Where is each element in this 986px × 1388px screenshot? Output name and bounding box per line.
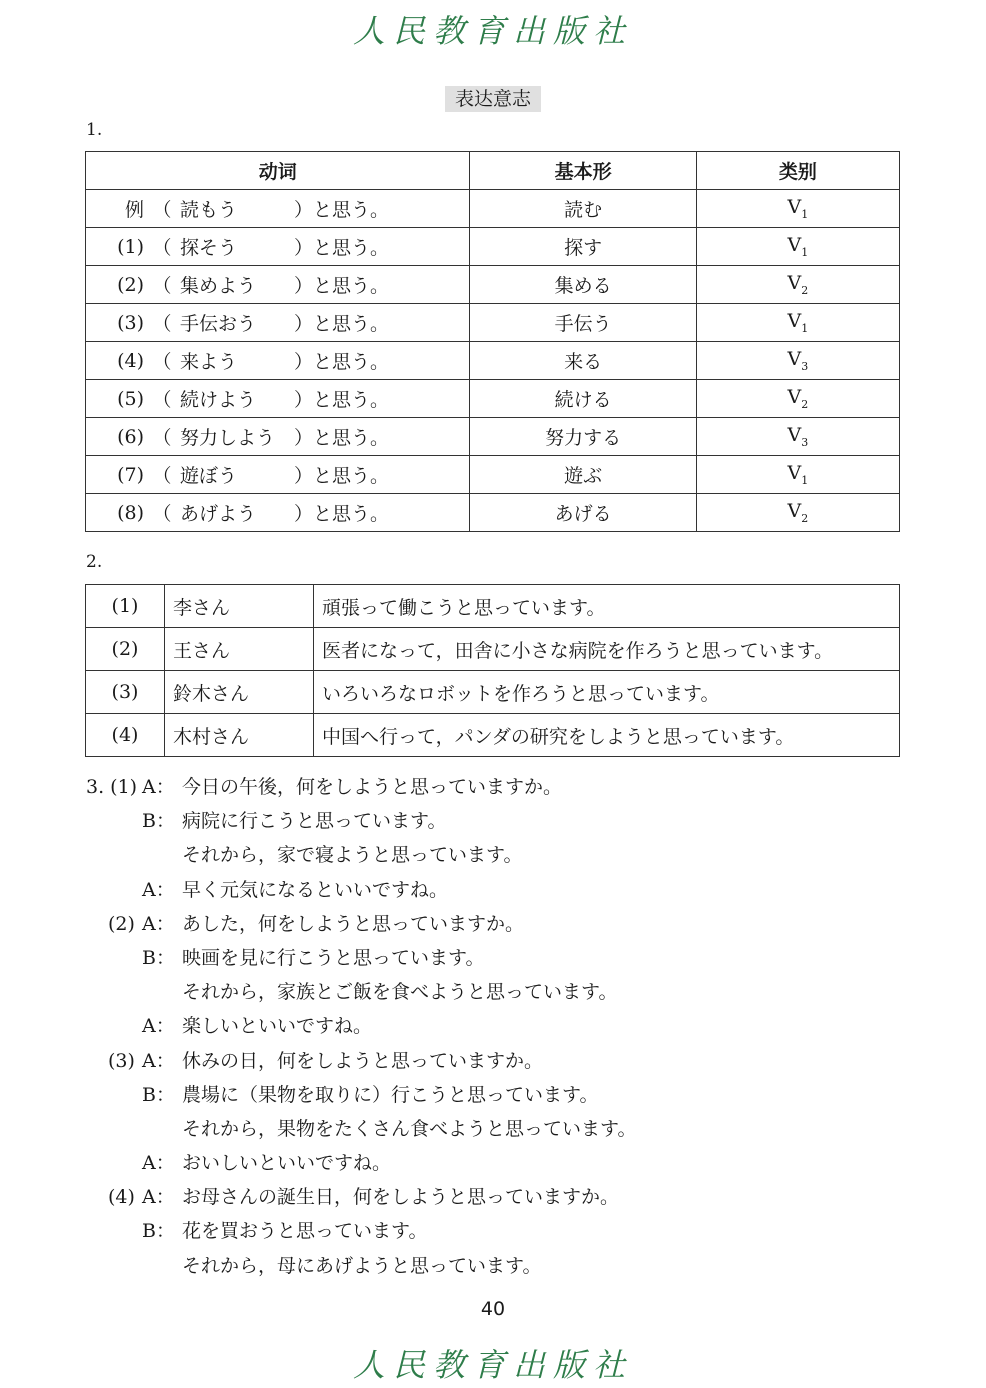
question-2-label: 2. [86, 552, 103, 572]
open-paren: （ [152, 199, 172, 221]
dialog-text: 今日の午後，何をしようと思っていますか。 [182, 776, 563, 798]
sentence-tail: ）と思う。 [294, 313, 390, 335]
person-name: 李さん [165, 585, 314, 628]
category-letter: V [787, 462, 802, 485]
category-cell [696, 494, 899, 532]
category-cell [696, 342, 899, 380]
category-subscript: 2 [801, 511, 809, 525]
dialog-text: 映画を見に行こうと思っています。 [182, 946, 485, 969]
item-number: (4) [117, 349, 144, 372]
verb-cell [86, 380, 470, 418]
category-letter: V [787, 348, 802, 371]
table-row [86, 228, 900, 266]
base-form-cell: あげる [470, 494, 696, 532]
category-cell [696, 266, 899, 304]
volitional-form: 探そう [180, 237, 238, 259]
section-title-text: 表达意志 [445, 86, 541, 112]
dialog-text: 早く元気になるといいですね。 [182, 878, 449, 901]
speaker-label: A： [142, 878, 175, 901]
category-subscript: 2 [801, 283, 809, 297]
open-paren: （ [152, 275, 172, 297]
category-cell [696, 228, 899, 266]
item-number: (3) [117, 311, 144, 334]
base-form-cell: 手伝う [470, 304, 696, 342]
section-title [0, 84, 986, 111]
category-cell [696, 456, 899, 494]
verb-cell [86, 228, 470, 266]
table-header-row [86, 152, 900, 190]
table-row [86, 190, 900, 228]
volitional-form: 集めよう [180, 275, 257, 297]
category-letter: V [787, 424, 802, 447]
table-row [86, 418, 900, 456]
dialog-text: 楽しいといいですね。 [182, 1015, 373, 1038]
item-number: (1) [117, 235, 144, 258]
item-number: (2) [86, 628, 165, 671]
volitional-form: 手伝おう [180, 313, 257, 335]
dialog-number: (2) [108, 912, 135, 935]
verb-cell [86, 494, 470, 532]
dialog-text: お母さんの誕生日，何をしようと思っていますか。 [182, 1186, 620, 1209]
base-form-cell: 探す [470, 228, 696, 266]
volitional-form: 読もう [180, 199, 238, 221]
verb-cell [86, 266, 470, 304]
dialog-number: 3. (1) [86, 776, 138, 798]
table-row [86, 585, 900, 628]
table-row [86, 304, 900, 342]
speaker-label: A： [142, 1049, 175, 1072]
sentence-tail: ）と思う。 [294, 503, 390, 525]
volitional-form: 来よう [180, 351, 238, 373]
volitional-form: 続けよう [180, 389, 257, 411]
category-letter: V [787, 310, 802, 333]
publisher-logo-footer: 人民教育出版社 [352, 1346, 633, 1384]
header-verb: 动词 [86, 152, 470, 190]
table-row [86, 342, 900, 380]
speaker-label: A： [142, 1015, 175, 1038]
category-cell [696, 418, 899, 456]
category-subscript: 3 [801, 435, 809, 449]
table-row [86, 628, 900, 671]
speaker-label: A： [142, 1152, 175, 1175]
speaker-label: B： [142, 1083, 175, 1106]
speaker-label: A： [142, 1186, 175, 1209]
dialog-number: (4) [108, 1186, 135, 1209]
volitional-form: 努力しよう [180, 427, 276, 449]
dialog-text: 農場に（果物を取りに）行こうと思っています。 [182, 1083, 599, 1106]
speaker-label: B： [142, 946, 175, 969]
category-letter: V [787, 500, 802, 523]
person-name: 王さん [165, 628, 314, 671]
category-cell [696, 190, 899, 228]
item-number: (7) [117, 463, 144, 486]
sentence-tail: ）と思う。 [294, 275, 390, 297]
dialog-text: 病院に行こうと思っています。 [182, 810, 447, 833]
base-form-cell: 読む [470, 190, 696, 228]
page-number: 40 [480, 1298, 506, 1320]
verb-cell [86, 190, 470, 228]
intention-sentence: 頑張って働こうと思っています。 [314, 585, 900, 628]
open-paren: （ [152, 389, 172, 411]
speaker-label: A： [142, 912, 175, 935]
dialog-text: 花を買おうと思っています。 [182, 1220, 428, 1243]
item-number: (4) [86, 714, 165, 757]
header-category: 类别 [696, 152, 899, 190]
base-form-cell: 来る [470, 342, 696, 380]
base-form-cell: 続ける [470, 380, 696, 418]
category-subscript: 2 [801, 397, 809, 411]
sentence-tail: ）と思う。 [294, 389, 390, 411]
sentence-tail: ）と思う。 [294, 237, 390, 259]
category-subscript: 1 [801, 245, 809, 259]
table-row [86, 380, 900, 418]
open-paren: （ [152, 313, 172, 335]
speaker-label: B： [142, 810, 175, 833]
category-letter: V [787, 196, 802, 219]
item-number: 例 [124, 199, 144, 221]
intention-sentence: 医者になって，田舎に小さな病院を作ろうと思っています。 [314, 628, 900, 671]
verb-cell [86, 456, 470, 494]
dialog-text: それから，家族とご飯を食べようと思っています。 [182, 981, 618, 1004]
intention-table [85, 584, 900, 757]
verb-conjugation-table [85, 151, 900, 532]
table-row [86, 494, 900, 532]
sentence-tail: ）と思う。 [294, 465, 390, 487]
intention-sentence: いろいろなロボットを作ろうと思っています。 [314, 671, 900, 714]
dialog-text: おいしいといいですね。 [182, 1152, 392, 1175]
person-name: 木村さん [165, 714, 314, 757]
open-paren: （ [152, 351, 172, 373]
open-paren: （ [152, 237, 172, 259]
item-number: (2) [117, 273, 144, 296]
verb-cell [86, 304, 470, 342]
question-1-label: 1. [86, 120, 103, 140]
category-cell [696, 304, 899, 342]
dialog-text: それから，果物をたくさん食べようと思っています。 [182, 1117, 637, 1140]
open-paren: （ [152, 465, 172, 487]
person-name: 鈴木さん [165, 671, 314, 714]
category-letter: V [787, 386, 802, 409]
dialog-text: あした，何をしようと思っていますか。 [182, 912, 525, 935]
category-subscript: 1 [801, 207, 809, 221]
sentence-tail: ）と思う。 [294, 427, 390, 449]
category-subscript: 3 [801, 359, 809, 373]
sentence-tail: ）と思う。 [294, 199, 390, 221]
volitional-form: あげよう [180, 503, 257, 525]
open-paren: （ [152, 427, 172, 449]
volitional-form: 遊ぼう [180, 465, 238, 487]
item-number: (8) [117, 501, 144, 524]
item-number: (5) [117, 387, 144, 410]
verb-cell [86, 342, 470, 380]
base-form-cell: 努力する [470, 418, 696, 456]
dialog-text: それから，母にあげようと思っています。 [182, 1254, 542, 1277]
sentence-tail: ）と思う。 [294, 351, 390, 373]
table-row [86, 714, 900, 757]
verb-cell [86, 418, 470, 456]
category-subscript: 1 [801, 321, 809, 335]
table-row [86, 671, 900, 714]
base-form-cell: 遊ぶ [470, 456, 696, 494]
intention-sentence: 中国へ行って，パンダの研究をしようと思っています。 [314, 714, 900, 757]
category-letter: V [787, 234, 802, 257]
table-row [86, 266, 900, 304]
dialog-text: それから，家で寝ようと思っています。 [182, 844, 523, 867]
table-row [86, 456, 900, 494]
dialog-text: 休みの日，何をしようと思っていますか。 [182, 1049, 544, 1072]
item-number: (3) [86, 671, 165, 714]
item-number: (1) [86, 585, 165, 628]
open-paren: （ [152, 503, 172, 525]
base-form-cell: 集める [470, 266, 696, 304]
category-cell [696, 380, 899, 418]
item-number: (6) [117, 425, 144, 448]
category-letter: V [787, 272, 802, 295]
speaker-label: B： [142, 1220, 175, 1243]
category-subscript: 1 [801, 473, 809, 487]
publisher-logo-header: 人民教育出版社 [352, 12, 633, 50]
header-base-form: 基本形 [470, 152, 696, 190]
dialog-number: (3) [108, 1049, 135, 1072]
speaker-label: A： [142, 776, 175, 798]
